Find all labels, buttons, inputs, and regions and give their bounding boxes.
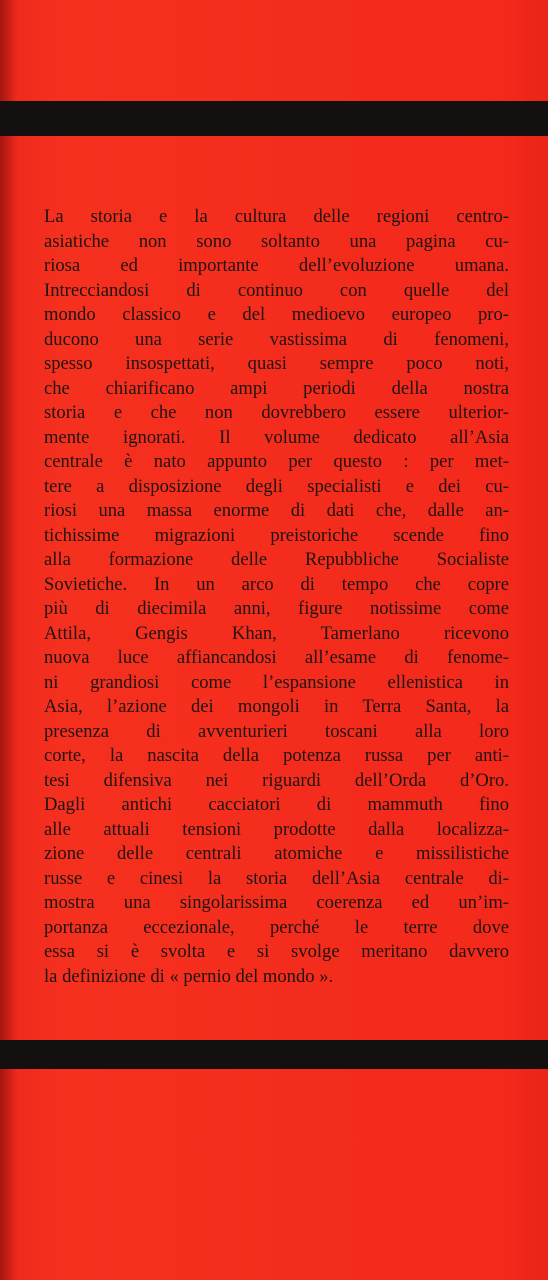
blurb-line: nuova luce affiancandosi all’esame di fenome- bbox=[44, 647, 509, 668]
top-black-band bbox=[0, 101, 548, 136]
blurb-line: la definizione di « pernio del mondo ». bbox=[44, 965, 334, 987]
blurb-line: essa si è svolta e si svolge meritano davvero bbox=[44, 941, 509, 962]
blurb-line: russe e cinesi la storia dell’Asia centrale di- bbox=[44, 867, 509, 889]
blurb-line: corte, la nascita della potenza russa per anti- bbox=[44, 745, 509, 766]
blurb-line: tesi difensiva nei riguardi dell’Orda d’Oro. bbox=[44, 769, 509, 791]
blurb-text bbox=[44, 205, 509, 989]
blurb-line: riosa ed importante dell’evoluzione umana. bbox=[44, 255, 509, 276]
blurb-line: ducono una serie vastissima di fenomeni, bbox=[44, 328, 509, 350]
blurb-line: mostra una singolarissima coerenza ed un’im- bbox=[44, 892, 509, 913]
blurb-line: più di diecimila anni, figure notissime come bbox=[44, 598, 509, 619]
blurb-line: mondo classico e del medioevo europeo pro- bbox=[44, 304, 509, 325]
blurb-line: zione delle centrali atomiche e missilistiche bbox=[44, 843, 509, 864]
bottom-black-band bbox=[0, 1040, 548, 1069]
blurb-line: riosi una massa enorme di dati che, dalle an- bbox=[44, 500, 509, 521]
blurb-line: presenza di avventurieri toscani alla loro bbox=[44, 720, 509, 742]
blurb-line: alle attuali tensioni prodotte dalla localizza- bbox=[44, 818, 509, 840]
blurb-line: tere a disposizione degli specialisti e dei cu- bbox=[44, 475, 509, 497]
blurb-line: Attila, Gengis Khan, Tamerlano ricevono bbox=[44, 622, 509, 644]
blurb-line: Intrecciandosi di continuo con quelle del bbox=[44, 279, 509, 301]
blurb-line: portanza eccezionale, perché le terre dove bbox=[44, 916, 509, 938]
spine-fold-shadow bbox=[0, 0, 18, 1280]
blurb-line: La storia e la cultura delle regioni centro- bbox=[44, 206, 509, 227]
blurb-line: tichissime migrazioni preistoriche scende fino bbox=[44, 524, 509, 546]
blurb-line: ni grandiosi come l’espansione ellenistica in bbox=[44, 671, 509, 693]
blurb-line: asiatiche non sono soltanto una pagina cu- bbox=[44, 230, 509, 252]
blurb-line: storia e che non dovrebbero essere ulterior- bbox=[44, 402, 509, 423]
blurb-line: Asia, l’azione dei mongoli in Terra Santa, la bbox=[44, 696, 509, 717]
blurb-line: Dagli antichi cacciatori di mammuth fino bbox=[44, 794, 509, 815]
blurb-line: Sovietiche. In un arco di tempo che copre bbox=[44, 573, 509, 595]
blurb-line: spesso insospettati, quasi sempre poco noti, bbox=[44, 353, 509, 374]
blurb-line: mente ignorati. Il volume dedicato all’Asia bbox=[44, 426, 509, 448]
blurb-line: alla formazione delle Repubbliche Socialiste bbox=[44, 549, 509, 570]
blurb-line: centrale è nato appunto per questo : per met- bbox=[44, 451, 509, 472]
blurb-line: che chiarificano ampi periodi della nostra bbox=[44, 377, 509, 399]
